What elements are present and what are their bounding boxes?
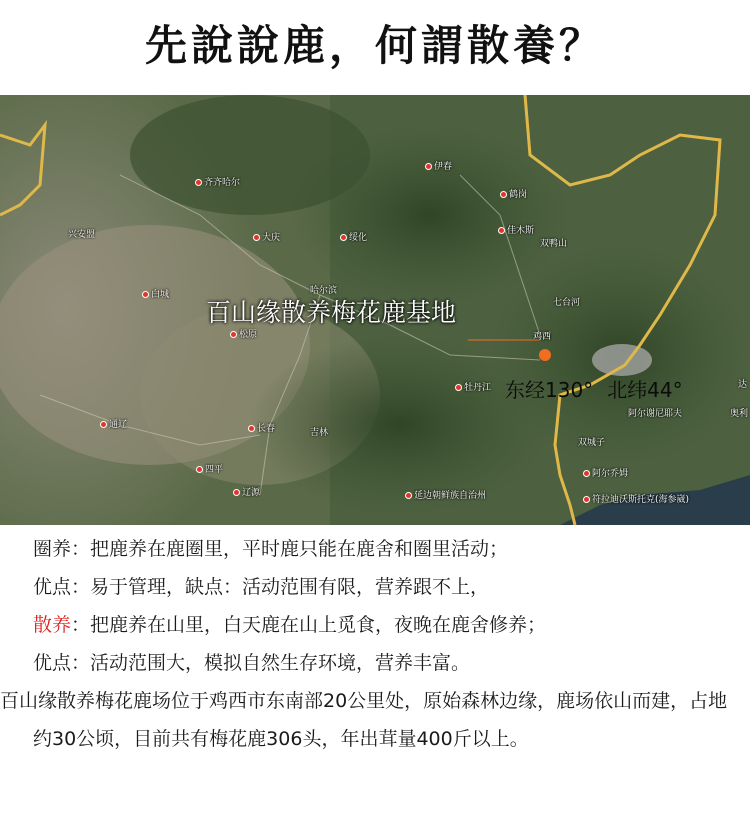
- line-free-range: 散养：把鹿养在山里，白天鹿在山上觅食，夜晚在鹿舍修养；: [33, 614, 547, 636]
- latitude-text: 北纬44°: [607, 378, 683, 402]
- city-label: 大庆: [253, 230, 280, 243]
- line-free-range-pros: 优点：活动范围大，模拟自然生存环境，营养丰富。: [33, 652, 471, 674]
- city-label: 奥利: [730, 409, 749, 419]
- city-label: 哈尔滨: [310, 286, 338, 296]
- city-label: 松原: [230, 327, 257, 340]
- longitude-text: 东经130°: [505, 378, 594, 402]
- city-label: 长春: [248, 421, 275, 434]
- city-label: 兴安盟: [68, 230, 96, 240]
- page-title: 先說說鹿，何謂散養？: [144, 21, 605, 70]
- city-label: 双鸭山: [540, 239, 568, 249]
- city-label: 双城子: [578, 438, 606, 448]
- city-label: 白城: [142, 287, 169, 300]
- city-label: 阿尔乔姆: [583, 466, 628, 479]
- city-label: 鸡西: [533, 332, 552, 342]
- city-label: 佳木斯: [498, 223, 534, 236]
- city-label: 伊春: [425, 159, 452, 172]
- city-label: 通辽: [100, 417, 127, 430]
- city-label: 辽源: [233, 485, 260, 498]
- city-label: 牡丹江: [455, 380, 491, 393]
- city-label: 延边朝鲜族自治州: [405, 488, 486, 501]
- description: [0, 530, 733, 758]
- city-label: 四平: [196, 462, 223, 475]
- coordinate-label: [505, 374, 697, 403]
- base-location-marker[interactable]: [539, 349, 551, 361]
- line-pen-raising: 圈养：把鹿养在鹿圈里，平时鹿只能在鹿舍和圈里活动；: [33, 538, 509, 560]
- city-label: 阿尔谢尼耶夫: [628, 409, 683, 419]
- farm-paragraph: 百山缘散养梅花鹿场位于鸡西市东南部20公里处，原始森林边缘，鹿场依山而建，占地约30公顷，目前共有梅花鹿306头，年出茸量400斤以上。: [0, 690, 728, 750]
- base-name-label: 百山缘散养梅花鹿基地: [206, 298, 457, 327]
- city-label: 鹤岗: [500, 187, 527, 200]
- line-pen-pros-cons: 优点：易于管理，缺点：活动范围有限，营养跟不上，: [33, 576, 490, 598]
- city-label: 吉林: [310, 428, 329, 438]
- city-label: 七台河: [553, 298, 581, 308]
- satellite-map[interactable]: [0, 95, 750, 525]
- city-label: 达: [738, 380, 748, 390]
- city-label: 符拉迪沃斯托克(海参崴): [583, 492, 689, 505]
- city-label: 齐齐哈尔: [195, 175, 240, 188]
- city-label: 绥化: [340, 230, 367, 243]
